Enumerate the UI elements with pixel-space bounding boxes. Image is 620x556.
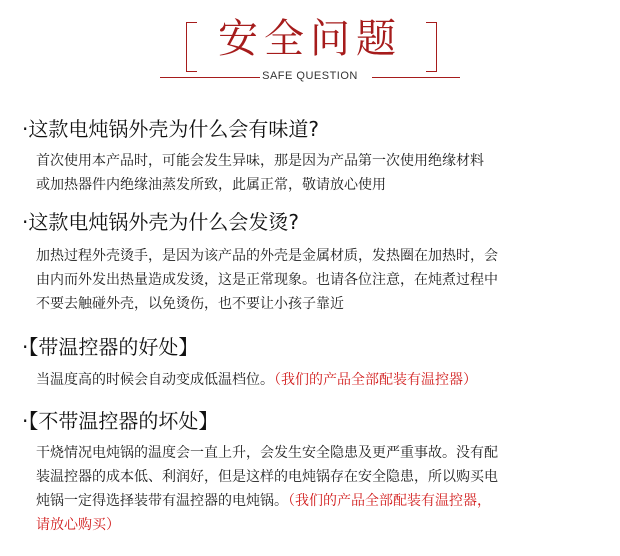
answer-line: 由内而外发出热量造成发烫，这是正常现象。也请各位注意，在炖煮过程中 xyxy=(36,272,498,288)
faq-question: ·【带温控器的好处】 xyxy=(22,335,199,359)
faq-question: ·这款电炖锅外壳为什么会有味道? xyxy=(22,117,319,141)
answer-line xyxy=(36,489,608,513)
page-title: 安全问题 xyxy=(218,16,402,62)
answer-line: 装温控器的成本低、利润好，但是这样的电炖锅存在安全隐患，所以购买电 xyxy=(36,469,498,485)
answer-text: 当温度高的时候会自动变成低温档位。 xyxy=(36,372,274,388)
answer-line: 干烧情况电炖锅的温度会一直上升，会发生安全隐患及更严重事故。没有配 xyxy=(36,445,498,461)
faq-question: ·这款电炖锅外壳为什么会发烫? xyxy=(22,210,299,234)
answer-line: 或加热器件内绝缘油蒸发所致，此属正常，敬请放心使用 xyxy=(36,177,386,193)
faq-answer xyxy=(36,368,608,392)
answer-text: 炖锅一定得选择装带有温控器的电炖锅。 xyxy=(36,493,288,509)
answer-line: 首次使用本产品时，可能会发生异味，那是因为产品第一次使用绝缘材料 xyxy=(36,153,484,169)
product-note: 请放心购买） xyxy=(36,517,120,533)
faq-question: ·【不带温控器的坏处】 xyxy=(22,409,219,433)
answer-line xyxy=(36,368,608,392)
faq-answer xyxy=(36,244,608,316)
section-header xyxy=(0,0,620,100)
faq-answer xyxy=(36,149,608,197)
answer-line: 不要去触碰外壳，以免烫伤，也不要让小孩子靠近 xyxy=(36,296,344,312)
product-note: （我们的产品全部配装有温控器， xyxy=(288,493,491,509)
faq-answer xyxy=(36,441,608,537)
product-note: （我们的产品全部配装有温控器） xyxy=(274,372,477,388)
answer-line: 加热过程外壳烫手，是因为该产品的外壳是金属材质，发热圈在加热时，会 xyxy=(36,248,498,264)
page-subtitle: SAFE QUESTION xyxy=(262,70,358,82)
